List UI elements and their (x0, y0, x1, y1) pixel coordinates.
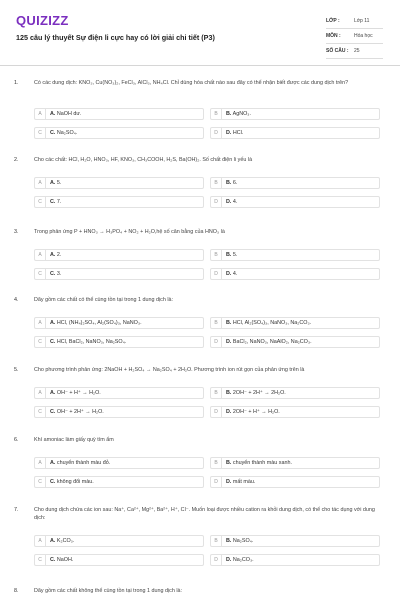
option-text: B. HCl, Al₂(SO₄)₃, NaNO₃, Na₂CO₃. (226, 320, 312, 326)
meta-subject (326, 29, 383, 44)
option-letter-box: D (211, 407, 222, 417)
meta-count-value: 25 (354, 48, 360, 54)
answer-option-c[interactable] (34, 127, 204, 139)
option-letter-box: A (35, 458, 46, 468)
answer-option-c[interactable] (34, 196, 204, 208)
meta-subject-value: Hóa học (354, 33, 373, 39)
question-number: 7. (14, 507, 19, 513)
option-text: D. HCl. (226, 130, 244, 136)
option-text: A. NaOH dư. (50, 111, 82, 117)
option-text: A. 5. (50, 180, 62, 186)
answer-option-d[interactable] (210, 406, 380, 418)
option-letter-box: A (35, 109, 46, 119)
option-letter-box: B (211, 178, 222, 188)
option-text: B. 5. (226, 252, 238, 258)
option-text: D. 4. (226, 199, 238, 205)
option-letter-box: B (211, 318, 222, 328)
answer-option-d[interactable] (210, 196, 380, 208)
option-letter-box: B (211, 458, 222, 468)
answer-option-d[interactable] (210, 336, 380, 348)
option-letter-box: A (35, 536, 46, 546)
answer-option-d[interactable] (210, 127, 380, 139)
meta-subject-label: MÔN : (326, 33, 341, 39)
answer-option-d[interactable] (210, 476, 380, 488)
answer-option-a[interactable] (34, 317, 204, 329)
option-text: A. 2. (50, 252, 62, 258)
answer-option-b[interactable] (210, 177, 380, 189)
option-text: B. 2OH⁻ + 2H⁺ → 2H₂O. (226, 390, 286, 396)
header-divider (0, 65, 400, 66)
answer-option-a[interactable] (34, 108, 204, 120)
question-stem: Có các dung dịch: KNO₃, Cu(NO₃)₂, FeCl₃, AlCl₃, NH₄Cl. Chỉ dùng hóa chất nào sau đây có thể nhận biết được các dung dịch trên? (34, 80, 349, 86)
option-text: C. OH⁻ + 2H⁺ → H₂O. (50, 409, 104, 415)
question-number: 8. (14, 588, 19, 594)
option-letter-box: C (35, 337, 46, 347)
question-stem: Trong phản ứng P + HNO₃ → H₃PO₄ + NO₂ + H₂O,hệ số cân bằng của HNO₃ là (34, 229, 225, 235)
question-stem: Dãy gồm các chất có thể cùng tồn tại trong 1 dung dịch là: (34, 297, 174, 303)
answer-option-b[interactable] (210, 387, 380, 399)
option-letter-box: B (211, 536, 222, 546)
option-text: D. BaCl₂, NaNO₃, NaAlO₂, Na₂CO₃. (226, 339, 312, 345)
option-letter-box: D (211, 128, 222, 138)
question-stem: Dãy gồm các chất không thể cùng tồn tại trong 1 dung dịch là: (34, 588, 183, 594)
answer-option-c[interactable] (34, 554, 204, 566)
answer-option-b[interactable] (210, 457, 380, 469)
option-text: D. mất màu. (226, 479, 256, 485)
answer-option-a[interactable] (34, 387, 204, 399)
answer-option-c[interactable] (34, 336, 204, 348)
option-text: C. Na₂SO₄. (50, 130, 78, 136)
answer-option-b[interactable] (210, 249, 380, 261)
answer-option-c[interactable] (34, 476, 204, 488)
option-letter-box: C (35, 477, 46, 487)
option-letter-box: D (211, 269, 222, 279)
option-text: D. Na₂CO₃. (226, 557, 254, 563)
option-text: B. AgNO₃. (226, 111, 251, 117)
answer-option-d[interactable] (210, 554, 380, 566)
question-stem: Cho dung dịch chứa các ion sau: Na⁺, Ca²⁺, Mg²⁺, Ba²⁺, H⁺, Cl⁻. Muốn loại được nhiều cation ra khỏi dung dịch, có thể cho tác dụng với dung dịch: (34, 507, 375, 521)
option-letter-box: C (35, 269, 46, 279)
option-letter-box: A (35, 250, 46, 260)
meta-count (326, 44, 383, 59)
option-letter-box: B (211, 250, 222, 260)
option-text: C. NaOH. (50, 557, 74, 563)
option-text: B. Na₂SO₄. (226, 538, 254, 544)
option-letter-box: D (211, 555, 222, 565)
question-number: 3. (14, 229, 19, 235)
meta-class-value: Lớp 11 (354, 18, 370, 24)
option-letter-box: A (35, 318, 46, 328)
question-number: 2. (14, 157, 19, 163)
answer-option-a[interactable] (34, 249, 204, 261)
option-text: D. 2OH⁻ + H⁺ → H₂O. (226, 409, 280, 415)
question-number: 5. (14, 367, 19, 373)
answer-option-b[interactable] (210, 317, 380, 329)
answer-option-a[interactable] (34, 535, 204, 547)
answer-option-b[interactable] (210, 108, 380, 120)
option-text: C. HCl, BaCl₂, NaNO₃, Na₂SO₄. (50, 339, 127, 345)
quiz-meta (326, 14, 383, 59)
option-text: A. K₂CO₃. (50, 538, 75, 544)
option-text: A. HCl, (NH₄)₂SO₄, Al₂(SO₄)₃, NaNO₃. (50, 320, 142, 326)
meta-class (326, 14, 383, 29)
option-text: B. 6. (226, 180, 238, 186)
option-letter-box: C (35, 407, 46, 417)
meta-class-label: LỚP : (326, 18, 340, 24)
option-letter-box: B (211, 388, 222, 398)
option-letter-box: C (35, 555, 46, 565)
option-text: D. 4. (226, 271, 238, 277)
answer-option-a[interactable] (34, 177, 204, 189)
question-number: 6. (14, 437, 19, 443)
option-text: C. 7. (50, 199, 62, 205)
option-letter-box: D (211, 337, 222, 347)
question-stem: Cho phương trình phản ứng: 2NaOH + H₂SO₄ → Na₂SO₄ + 2H₂O. Phương trình ion rút gọn của phản ứng trên là (34, 367, 305, 373)
option-letter-box: C (35, 128, 46, 138)
page-title: 125 câu lý thuyết Sự điện li cực hay có lời giải chi tiết (P3) (16, 33, 215, 42)
option-text: B. chuyển thành màu xanh. (226, 460, 292, 466)
option-letter-box: A (35, 388, 46, 398)
question-number: 4. (14, 297, 19, 303)
logo: QUIZIZZ (16, 13, 69, 28)
answer-option-c[interactable] (34, 406, 204, 418)
option-text: A. OH⁻ + H⁺ → H₂O. (50, 390, 101, 396)
answer-option-a[interactable] (34, 457, 204, 469)
option-letter-box: A (35, 178, 46, 188)
answer-option-b[interactable] (210, 535, 380, 547)
option-letter-box: B (211, 109, 222, 119)
option-text: A. chuyển thành màu đỏ. (50, 460, 111, 466)
answer-option-c[interactable] (34, 268, 204, 280)
question-stem: Cho các chất: HCl, H₂O, HNO₃, HF, KNO₃, CH₃COOH, H₂S, Ba(OH)₂. Số chất điện li yếu là (34, 157, 253, 163)
meta-count-label: SỐ CÂU : (326, 48, 349, 54)
option-text: C. 3. (50, 271, 62, 277)
option-letter-box: D (211, 477, 222, 487)
question-stem: Khí amoniac làm giấy quỳ tím ẩm (34, 437, 114, 443)
option-letter-box: D (211, 197, 222, 207)
option-text: C. không đổi màu. (50, 479, 94, 485)
question-number: 1. (14, 80, 19, 86)
option-letter-box: C (35, 197, 46, 207)
answer-option-d[interactable] (210, 268, 380, 280)
